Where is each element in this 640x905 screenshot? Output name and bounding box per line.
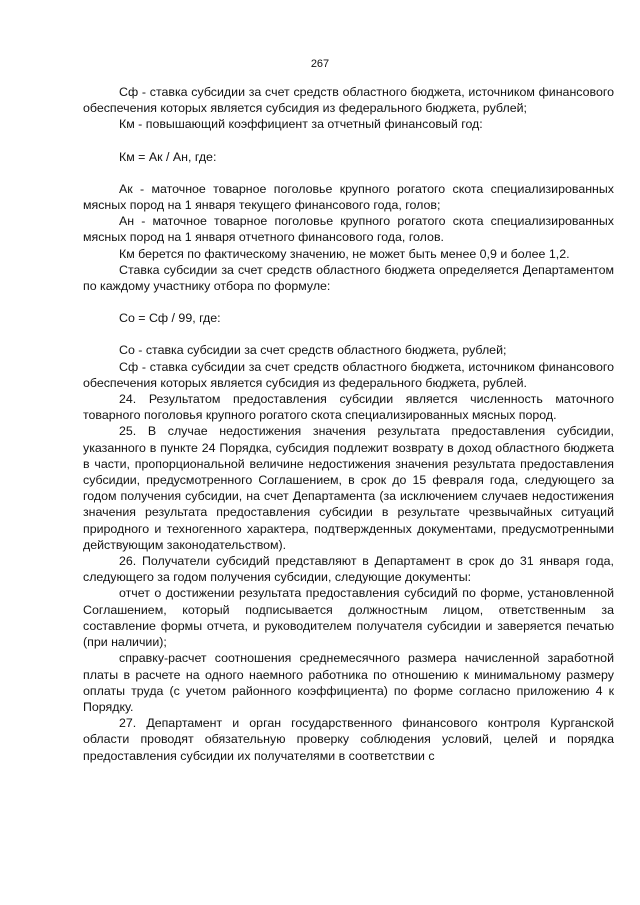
paragraph-co-rule: Ставка субсидии за счет средств областного бюджета определяется Департаментом по каждому участнику отбора по формуле: [83, 262, 614, 294]
paragraph-km-definition: Км - повышающий коэффициент за отчетный финансовый год: [119, 117, 483, 132]
paragraph-item-26: 26. Получатели субсидий представляют в Департамент в срок до 31 января года, следующего за годом получения субсидии, следующие документы: [83, 554, 614, 585]
formula-km: Км = Ак / Ан, где: [119, 149, 217, 164]
paragraph-sf-definition: Сф - ставка субсидии за счет средств областного бюджета, источником финансового обеспечения которых является субсидия из федерального бюджета, рублей; [83, 85, 614, 116]
paragraph-salary-certificate: справку-расчет соотношения среднемесячного размера начисленной заработной платы в расчете на одного наемного работника по отношению к минимальному размеру оплаты труда (с учетом районного коэффициента) по форме согласно приложению 4 к Порядку. [83, 651, 614, 714]
spacer [83, 133, 614, 149]
paragraph-item-24: 24. Результатом предоставления субсидии является численность маточного товарного поголовья крупного рогатого скота специализированных мясных пород. [83, 392, 614, 423]
paragraph-ak-definition: Ак - маточное товарное поголовье крупного рогатого скота специализированных мясных пород на 1 января текущего финансового года, голов; [83, 181, 614, 213]
document-body [83, 84, 614, 764]
paragraph-co-definition: Со - ставка субсидии за счет средств областного бюджета, рублей; [119, 343, 507, 358]
paragraph-an-definition: Ан - маточное товарное поголовье крупного рогатого скота специализированных мясных пород на 1 января отчетного финансового года, голов. [83, 214, 614, 245]
spacer [83, 326, 614, 342]
paragraph-km-range: Км берется по фактическому значению, не может быть менее 0,9 и более 1,2. [119, 246, 570, 261]
spacer [83, 165, 614, 181]
paragraph-item-27: 27. Департамент и орган государственного финансового контроля Курганской области проводят обязательную проверку соблюдения условий, целей и порядка предоставления субсидии их получателями в соответствии с [83, 716, 614, 763]
paragraph-item-25: 25. В случае недостижения значения результата предоставления субсидии, указанного в пункте 24 Порядка, субсидия подлежит возврату в доход областного бюджета в части, пропорциональной величине недостижения значения результата предоставления субсидии, предусмотренного Соглашением, в срок до 15 февраля года, следующего за годом получения субсидии, на счет Департамента (за исключением случаев недостижения значения результата предоставления субсидии в результате чрезвычайных ситуаций природного и техногенного характера, подтвержденных документами, предусмотренными действующим законодательством). [83, 424, 614, 552]
page-number: 267 [310, 58, 330, 70]
paragraph-report: отчет о достижении результата предоставления субсидий по форме, установленной Соглашением, который подписывается должностным лицом, ответственным за составление формы отчета, и руководителем получателя субсидии и заверяется печатью (при наличии); [83, 586, 614, 650]
formula-co: Со = Сф / 99, где: [119, 311, 221, 326]
spacer [83, 294, 614, 310]
paragraph-sf-definition-2: Сф - ставка субсидии за счет средств областного бюджета, источником финансового обеспечения которых является субсидия из федерального бюджета, рублей. [83, 359, 614, 390]
